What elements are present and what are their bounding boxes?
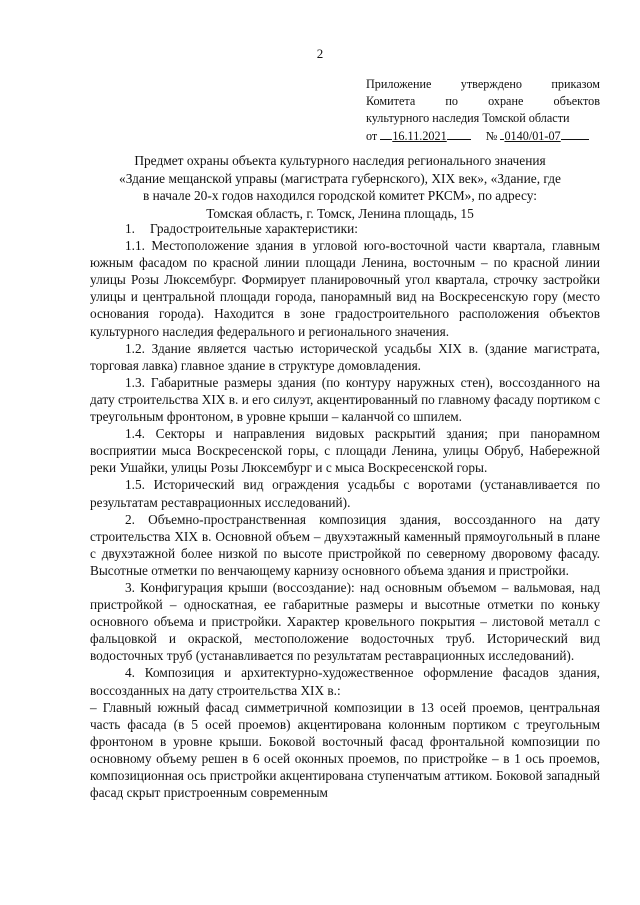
paragraph-1-5: 1.5. Исторический вид ограждения усадьбы с воротами (устанавливается по результатам реставрационных исследований). [90, 477, 600, 510]
approval-date-line: от 16.11.2021 № 0140/01-07 [366, 127, 600, 145]
document-body [90, 220, 600, 801]
paragraph-4-1: – Главный южный фасад симметричной композиции в 13 осей проемов, центральная часть фасада (в 5 осей проемов) акцентирована колонным портиком с треугольным фронтоном в уровне крыши. Боковой восточный фасад фронтальной композиции по основному объему решен в 6 осей оконных проемов, по пристройке – в 1 ось проемов, композиционная ось пристройки акцентирована ступенчатым аттиком. Боковой западный фасад скрыт пристроенным современным [90, 699, 600, 801]
paragraph-1-1: 1.1. Местоположение здания в угловой юго-восточной части квартала, главным южным фасадом по красной линии площади Ленина, восточным – по красной линии улицы Розы Люксембург. Формирует планировочный угол квартала, строчку застройки улицы и центральной площади города, панорамный вид на Воскресенскую гору (место основания города). Находится в зоне градостроительного расположения объектов культурного наследия федерального и регионального значения. [90, 238, 600, 339]
approval-line-1: Приложение утверждено приказом [366, 77, 600, 91]
paragraph-1-4: 1.4. Секторы и направления видовых раскрытий здания; при панорамном восприятии мыса Воскресенской горы, с площади Ленина, улицы Обруб, Набережной реки Ушайки, улицы Розы Люксембург и с мыса Воскресенской горы. [90, 426, 600, 476]
paragraph-4: 4. Композиция и архитектурно-художественное оформление фасадов здания, воссозданных на дату строительства XIX в.: [90, 665, 600, 698]
document-title: Предмет охраны объекта культурного наследия регионального значения «Здание мещанской управы (магистрата губернского), XIX век», «Здание, где в начале 20-х годов находился городской комитет РКСМ», по адресу: Томская область, г. Томск, Ленина площадь, 15 [119, 153, 561, 221]
paragraph-1-3: 1.3. Габаритные размеры здания (по контуру наружных стен), воссозданного на дату строительства XIX в. и его силуэт, акцентированный по главному фасаду портиком с треугольным фронтоном, в уровне крыши – каланчой со шпилем. [90, 374, 600, 425]
paragraph-1-2: 1.2. Здание является частью исторической усадьбы XIX в. (здание магистрата, торговая лавка) главное здание в структуре домовладения. [90, 340, 600, 373]
paragraph-2: 2. Объемно-пространственная композиция здания, воссозданного на дату строительства XIX в. Основной объем – двухэтажный каменный прямоугольный в плане с двухэтажной более низкой по высоте пристройкой по северному дворовому фасаду. Высотные отметки по венчающему карнизу основного объема здания и пристройки. [90, 511, 600, 578]
page-number: 2 [316, 46, 324, 61]
approval-number: 0140/01-07 [504, 129, 561, 143]
approval-line-3: культурного наследия Томской области [366, 111, 570, 125]
paragraph-3: 3. Конфигурация крыши (воссоздание): над основным объемом – вальмовая, над пристройкой – односкатная, ее габаритные размеры и высотные отметки по коньку основного объема и пристройки. Характер кровельного покрытия – листовой металл с фальцовкой и окраской, местоположение водосточных труб. Исторический вид водосточных труб (устанавливается по результатам реставрационных исследований). [90, 579, 600, 664]
section-1-heading: 1. Градостроительные характеристики: [125, 221, 358, 236]
approval-line-2: Комитета по охране объектов [366, 94, 600, 108]
approval-date: 16.11.2021 [392, 129, 447, 143]
approval-block [366, 76, 600, 145]
